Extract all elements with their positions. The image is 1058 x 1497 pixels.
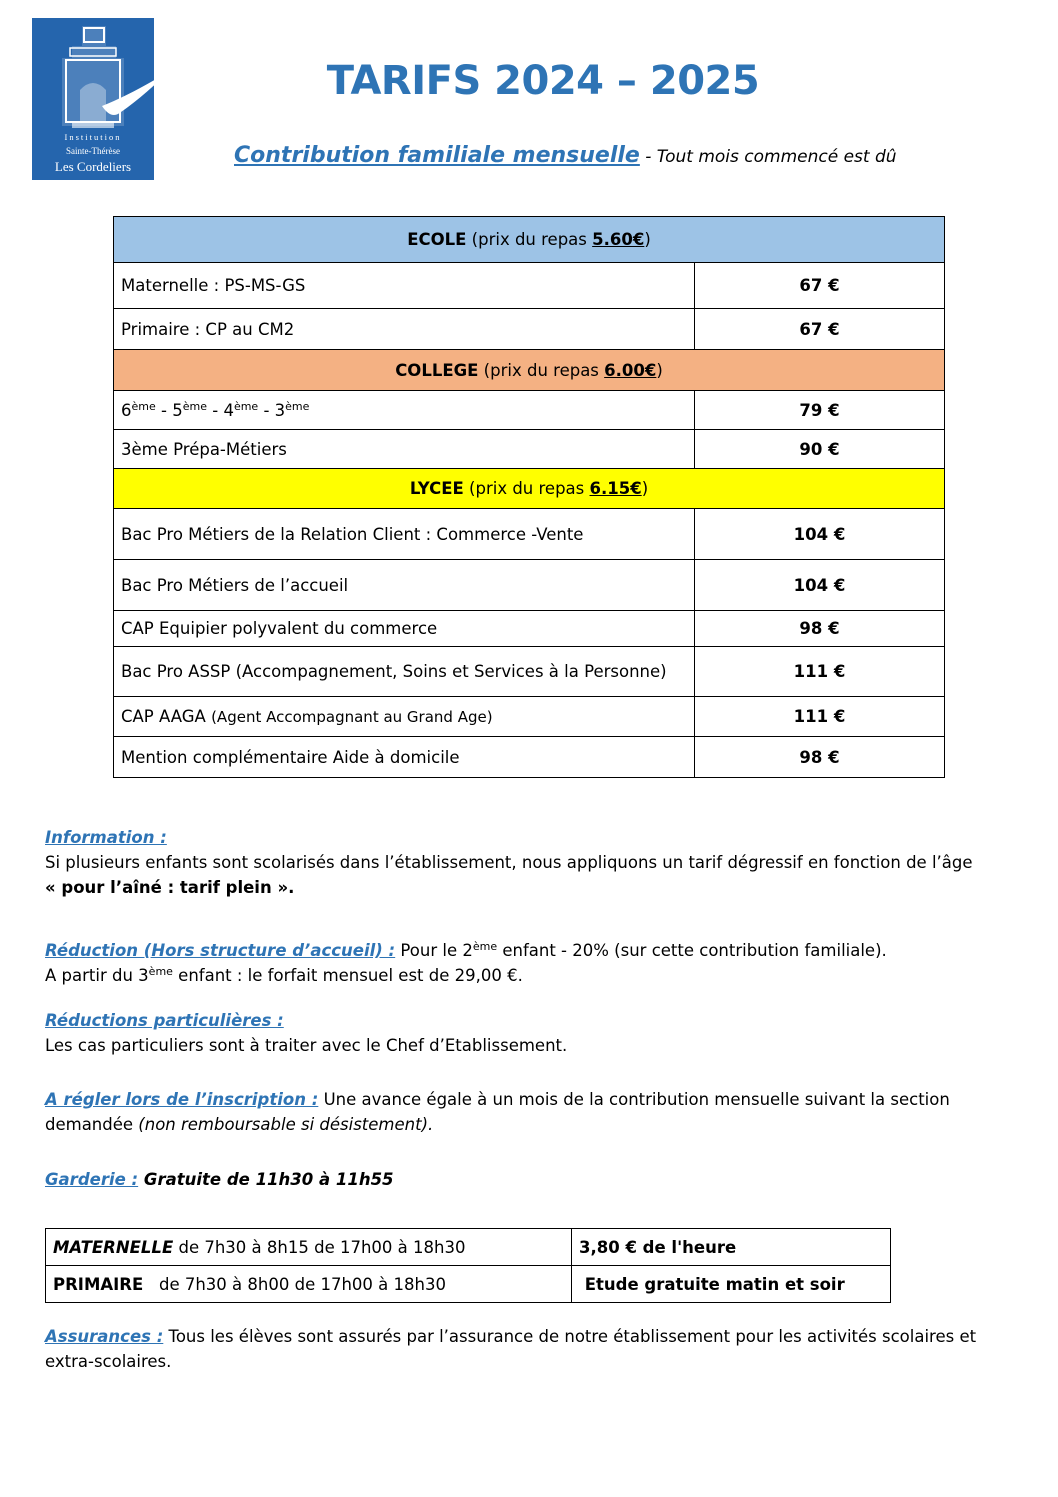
row-label: CAP Equipier polyvalent du commerce [114,611,695,647]
section-cell [114,217,945,263]
table-row [114,391,945,430]
row-price: 104 € [695,509,945,560]
meal-suffix: ) [644,230,651,249]
row-label: Mention complémentaire Aide à domicile [114,737,695,778]
aaga-detail: (Agent Accompagnant au Grand Age) [211,708,493,726]
table-row [46,1266,891,1303]
meal-suffix: ) [641,479,649,498]
garderie-hours: de 7h30 à 8h15 de 17h00 à 18h30 [173,1237,466,1257]
assurances-text: Tous les élèves sont assurés par l’assurance de notre établissement pour les activités scolaires et extra-scolaires. [45,1327,977,1371]
level-3: 3 [274,400,286,420]
reduction-section [45,938,1020,988]
logo-text-line1: Institution [64,132,122,142]
table-row [114,560,945,611]
row-label-levels [114,391,695,430]
reduction-text: enfant - 20% (sur cette contribution familiale). [497,941,887,960]
level-5: 5 [172,400,183,420]
section-name: ECOLE [407,230,467,249]
table-row [114,430,945,469]
level-sup: ème [285,399,310,413]
row-label: Bac Pro Métiers de la Relation Client : Commerce -Vente [114,509,695,560]
level-sep: - [155,400,173,420]
table-row [46,1229,891,1266]
reduction-text: A partir du 3 [45,966,149,985]
row-price: 67 € [695,309,945,350]
level-sep: - [258,400,275,420]
meal-prefix: (prix du repas [478,360,605,380]
garderie-value: 3,80 € de l'heure [572,1229,891,1266]
section-cell [114,350,945,391]
garderie-text: Gratuite de 11h30 à 11h55 [138,1170,394,1189]
row-price: 104 € [695,560,945,611]
section-header-ecole [114,217,945,263]
aaga-label: CAP AAGA [121,707,212,726]
garderie-heading: Garderie : [45,1170,139,1189]
table-row [114,647,945,697]
inscription-italic: (non remboursable si désistement). [138,1115,434,1134]
garderie-level: MATERNELLE [53,1237,174,1257]
tarifs-table [113,216,945,778]
row-price: 111 € [695,697,945,737]
level-sep: - [206,400,224,420]
particulieres-heading: Réductions particulières : [45,1011,284,1030]
section-name: COLLEGE [395,360,479,380]
subtitle-note: - Tout mois commencé est dû [639,147,897,167]
information-bold: « pour l’aîné : tarif plein ». [45,878,295,897]
particulieres-section [45,1008,1020,1058]
reduction-text: enfant : le forfait mensuel est de 29,00 €. [172,966,523,985]
row-label: Primaire : CP au CM2 [114,309,695,350]
garderie-hours: de 7h30 à 8h00 de 17h00 à 18h30 [143,1274,446,1294]
garderie-schedule [46,1229,572,1266]
section-header-lycee [114,469,945,509]
row-price: 98 € [695,611,945,647]
level-6: 6 [121,400,132,420]
information-text: Si plusieurs enfants sont scolarisés dans l’établissement, nous appliquons un tarif dégressif en fonction de l’âge [45,853,973,872]
assurances-heading: Assurances : [45,1327,164,1346]
subtitle [234,143,897,168]
row-price: 111 € [695,647,945,697]
meal-price: 6.00€ [604,360,657,380]
garderie-schedule [46,1266,572,1303]
table-row [114,697,945,737]
section-name: LYCEE [409,479,464,498]
level-sup: ème [131,399,156,413]
information-heading: Information : [45,828,167,847]
table-row [114,611,945,647]
table-row [114,509,945,560]
assurances-section [45,1324,1020,1374]
garderie-value: Etude gratuite matin et soir [572,1266,891,1303]
meal-price: 6.15€ [589,479,642,498]
meal-suffix: ) [656,360,663,380]
inscription-text: Une avance égale à un mois de la contribution mensuelle suivant la section demandée [45,1090,950,1134]
level-4: 4 [223,400,234,420]
row-label: Maternelle : PS-MS-GS [114,263,695,309]
table-row [114,263,945,309]
reduction-text: Pour le 2 [395,941,473,960]
meal-prefix: (prix du repas [466,230,593,249]
garderie-section [45,1167,1020,1192]
information-section [45,825,1020,900]
garderie-level: PRIMAIRE [53,1274,144,1294]
reduction-sup: ème [472,940,498,953]
row-label: Bac Pro Métiers de l’accueil [114,560,695,611]
page-title: TARIFS 2024 – 2025 [326,58,760,104]
row-price: 90 € [695,430,945,469]
table-row [114,737,945,778]
row-label: 3ème Prépa-Métiers [114,430,695,469]
logo-text-line3: Les Cordeliers [54,159,132,174]
subtitle-main: Contribution familiale mensuelle [234,143,640,168]
reduction-heading: Réduction (Hors structure d’accueil) : [45,941,396,960]
logo-text-line2: Sainte-Thérèse [66,146,120,156]
garderie-table [45,1228,891,1303]
reduction-sup: ème [148,965,173,978]
row-label-aaga [114,697,695,737]
level-sup: ème [233,399,259,413]
inscription-heading: A régler lors de l’inscription : [45,1090,319,1109]
section-cell [114,469,945,509]
particulieres-text: Les cas particuliers sont à traiter avec le Chef d’Etablissement. [45,1036,568,1055]
row-price: 98 € [695,737,945,778]
row-price: 67 € [695,263,945,309]
inscription-section [45,1087,1020,1137]
section-header-college [114,350,945,391]
table-row [114,309,945,350]
meal-price: 5.60€ [592,230,645,249]
level-sup: ème [182,399,207,413]
meal-prefix: (prix du repas [463,479,590,498]
row-price: 79 € [695,391,945,430]
row-label: Bac Pro ASSP (Accompagnement, Soins et Services à la Personne) [114,647,695,697]
